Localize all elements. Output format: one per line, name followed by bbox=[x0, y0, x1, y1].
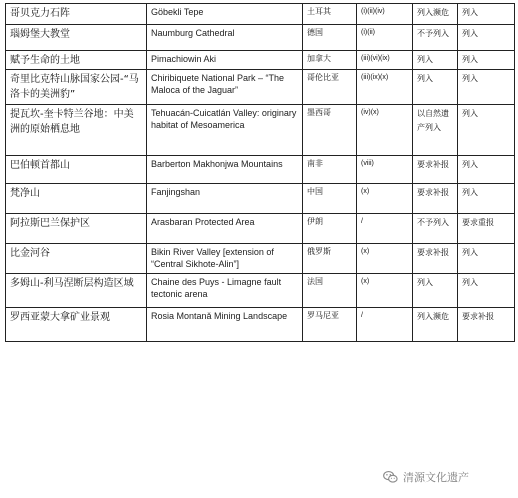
site-name-cn: 多姆山-利马涅断层构造区域 bbox=[6, 274, 147, 308]
criteria: (i)(ii) bbox=[357, 25, 413, 51]
recommendation: 不予列入 bbox=[413, 25, 458, 51]
state-party: 哥伦比亚 bbox=[303, 70, 357, 105]
state-party: 俄罗斯 bbox=[303, 244, 357, 274]
recommendation: 列入濒危 bbox=[413, 308, 458, 342]
site-name-en: Tehuacán-Cuicatlán Valley: originary habitat of Mesoamerica bbox=[147, 105, 303, 156]
site-name-cn: 阿拉斯巴兰保护区 bbox=[6, 214, 147, 244]
recommendation: 要求补报 bbox=[413, 156, 458, 184]
sites-table bbox=[5, 3, 515, 342]
state-party: 德国 bbox=[303, 25, 357, 51]
site-name-cn: 罗西亚蒙大拿矿业景观 bbox=[6, 308, 147, 342]
table-row bbox=[6, 25, 515, 51]
site-name-cn: 赋予生命的土地 bbox=[6, 51, 147, 70]
site-name-en: Pimachiowin Aki bbox=[147, 51, 303, 70]
decision: 要求补报 bbox=[458, 308, 515, 342]
criteria: (iii)(ix)(x) bbox=[357, 70, 413, 105]
table-row bbox=[6, 70, 515, 105]
state-party: 伊朗 bbox=[303, 214, 357, 244]
criteria: (iv)(x) bbox=[357, 105, 413, 156]
watermark bbox=[383, 469, 469, 485]
recommendation: 不予列入 bbox=[413, 214, 458, 244]
state-party: 墨西哥 bbox=[303, 105, 357, 156]
site-name-en: Bikin River Valley [extension of “Central Sikhote-Alin”] bbox=[147, 244, 303, 274]
table-row bbox=[6, 184, 515, 214]
recommendation: 列入 bbox=[413, 274, 458, 308]
criteria: / bbox=[357, 214, 413, 244]
site-name-cn: 比金河谷 bbox=[6, 244, 147, 274]
state-party: 加拿大 bbox=[303, 51, 357, 70]
site-name-cn: 瑙姆堡大教堂 bbox=[6, 25, 147, 51]
table-row bbox=[6, 274, 515, 308]
site-name-en: Rosia Montanǎ Mining Landscape bbox=[147, 308, 303, 342]
site-name-cn: 提瓦坎-奎卡特兰谷地：中美洲的原始栖息地 bbox=[6, 105, 147, 156]
watermark-text: 清源文化遗产 bbox=[403, 471, 469, 484]
criteria: (x) bbox=[357, 244, 413, 274]
state-party: 罗马尼亚 bbox=[303, 308, 357, 342]
table-row bbox=[6, 244, 515, 274]
decision: 列入 bbox=[458, 51, 515, 70]
criteria: (i)(ii)(iv) bbox=[357, 4, 413, 25]
decision: 要求重报 bbox=[458, 214, 515, 244]
decision: 列入 bbox=[458, 184, 515, 214]
table-row bbox=[6, 4, 515, 25]
table-row bbox=[6, 156, 515, 184]
decision: 列入 bbox=[458, 274, 515, 308]
site-name-cn: 奇里比克特山脉国家公园-“马洛卡的美洲豹” bbox=[6, 70, 147, 105]
recommendation: 以自然遗产列入 bbox=[413, 105, 458, 156]
decision: 列入 bbox=[458, 25, 515, 51]
site-name-en: Barberton Makhonjwa Mountains bbox=[147, 156, 303, 184]
recommendation: 列入 bbox=[413, 70, 458, 105]
site-name-cn: 巴伯顿首都山 bbox=[6, 156, 147, 184]
criteria: (x) bbox=[357, 184, 413, 214]
wechat-icon bbox=[383, 470, 398, 484]
criteria: / bbox=[357, 308, 413, 342]
site-name-en: Fanjingshan bbox=[147, 184, 303, 214]
state-party: 土耳其 bbox=[303, 4, 357, 25]
criteria: (viii) bbox=[357, 156, 413, 184]
recommendation: 列入濒危 bbox=[413, 4, 458, 25]
table-row bbox=[6, 51, 515, 70]
criteria: (iii)(vi)(ix) bbox=[357, 51, 413, 70]
state-party: 南非 bbox=[303, 156, 357, 184]
state-party: 中国 bbox=[303, 184, 357, 214]
recommendation: 列入 bbox=[413, 51, 458, 70]
site-name-cn: 梵净山 bbox=[6, 184, 147, 214]
decision: 列入 bbox=[458, 70, 515, 105]
decision: 列入 bbox=[458, 244, 515, 274]
site-name-en: Chiribiquete National Park – “The Maloca of the Jaguar” bbox=[147, 70, 303, 105]
site-name-en: Göbekli Tepe bbox=[147, 4, 303, 25]
table-row bbox=[6, 308, 515, 342]
table-body bbox=[6, 4, 515, 342]
site-name-en: Chaine des Puys - Limagne fault tectonic arena bbox=[147, 274, 303, 308]
site-name-en: Naumburg Cathedral bbox=[147, 25, 303, 51]
decision: 列入 bbox=[458, 4, 515, 25]
decision: 列入 bbox=[458, 105, 515, 156]
state-party: 法国 bbox=[303, 274, 357, 308]
recommendation: 要求补报 bbox=[413, 184, 458, 214]
criteria: (x) bbox=[357, 274, 413, 308]
table-row bbox=[6, 105, 515, 156]
site-name-cn: 哥贝克力石阵 bbox=[6, 4, 147, 25]
decision: 列入 bbox=[458, 156, 515, 184]
recommendation: 要求补报 bbox=[413, 244, 458, 274]
table-row bbox=[6, 214, 515, 244]
site-name-en: Arasbaran Protected Area bbox=[147, 214, 303, 244]
